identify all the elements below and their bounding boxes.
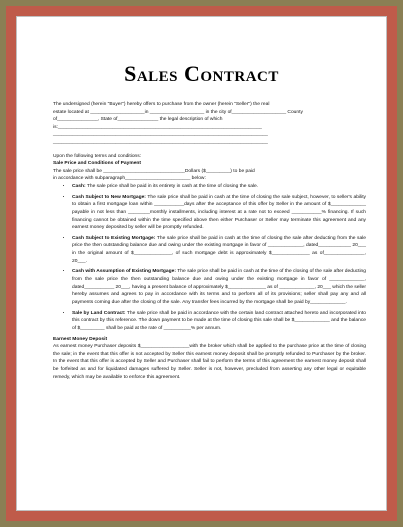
payment-options-list bbox=[53, 183, 366, 332]
intro-section bbox=[53, 101, 366, 147]
contract-body bbox=[53, 101, 366, 381]
option-label: Sale by Land Contract: bbox=[72, 310, 126, 316]
intro-line: estate located at ____________________in ____________________ in the city of____________________ County bbox=[53, 109, 303, 115]
option-label: Cash with Assumption of Existing Mortgage: bbox=[72, 269, 176, 275]
option-label: Cash Subject to Existing Mortgage: bbox=[72, 235, 156, 241]
payment-option bbox=[72, 310, 366, 333]
earnest-text: As earnest money Purchaser deposits $__________________with the broker which shall be applied to the purchase price at the time of closing the sale; in the event that this offer is not accepted by Seller this earnest money deposit shall be promptly refunded to Purchaser by the broker. In the event that this offer is accepted by Seller and Purchaser shall fail to perform the terms of this agreement the earnest money deposit shall be forfeited as and for liquidated damages suffered by Seller. Seller is not, however, precluded from asserting any other legal or equitable remedy, which may be available to enforce this agreement. bbox=[53, 344, 366, 380]
payment-option bbox=[72, 194, 366, 232]
option-text: The sale price shall be paid in cash at the time of the closing of the sale after deducting from the sale price the then outstanding balance due and owing under the existing mortgage in favor of _____________, dated___________ 20___, having a present balance of approximately $______________ as of _____________, 20___ which the seller hereby assumes and agrees to pay in accordance with its terms and to perform all of its provisions; seller shall pay any and all payments coming due after the closing of the sale. Any transfer fees incurred by the mortgage shall be paid by_____________. bbox=[72, 269, 366, 305]
payment-option bbox=[72, 268, 366, 306]
payment-option bbox=[72, 235, 366, 265]
price-heading: Sale Price and Conditions of Payment bbox=[53, 161, 142, 167]
terms-intro: Upon the following terms and conditions: bbox=[53, 153, 142, 159]
payment-option bbox=[72, 183, 366, 191]
intro-line: _______________________________________________________________________________ bbox=[53, 132, 268, 138]
option-text: The sale price shall be paid in its entirety in cash at the time of closing the sale. bbox=[86, 183, 259, 189]
contract-title: Sales Contract bbox=[124, 61, 279, 86]
intro-line: The undersigned (herein "Buyer") hereby offers to purchase from the owner (herein "Seller") the real bbox=[53, 102, 270, 107]
option-text: The sale price shall be paid in cash at the time of closing the sale subject, however, to seller's ability to obtain a first mortgage loan within ___________days after the acceptance of this offer by Seller in the amount of $_____________ payable in not less than ________monthly installments, including interest at a rate not to exceed ___________% financing. If such financing cannot be obtained within the time specified above then either Purchaser or Seller may terminate this agreement and any earnest money deposited by seller will be promptly refunded. bbox=[72, 194, 366, 231]
price-line: The sale price shall be ______________________________Dollars ($_________) to be paid bbox=[53, 168, 255, 174]
earnest-heading: Earnest Money Deposit bbox=[53, 336, 108, 342]
price-line: in accordance with subparagraph________________________ below: bbox=[53, 176, 206, 182]
option-text: The sale price shall be paid in cash at the time of closing the sale after deducting from the sale price the then outstanding balance due and owing under the existing mortgage in favor of _____________, dated____________ 20___ in the original amount of $______________, of such mortgage debt is approximately $______________ as of_______________, 20___. bbox=[72, 235, 366, 264]
option-label: Cash Subject to New Mortgage: bbox=[72, 194, 146, 200]
option-text: The sale price shall be paid in accordance with the certain land contract attached hereto and incorporated into this contract by this reference. The down payment to be made at the time of closing this sale shall be $_____________ and the balance of $_________ shall be paid at the rate of __________% per annum. bbox=[72, 310, 366, 331]
intro-line: _______________________________________________________________________________ bbox=[53, 139, 268, 145]
option-label: Cash: bbox=[72, 183, 86, 189]
intro-line: is:___________________________________________________________________________ bbox=[53, 124, 262, 130]
contract-page bbox=[16, 16, 387, 511]
document-frame bbox=[6, 6, 397, 521]
intro-line: of_______________, State of_______________ the legal description of which bbox=[53, 117, 223, 123]
